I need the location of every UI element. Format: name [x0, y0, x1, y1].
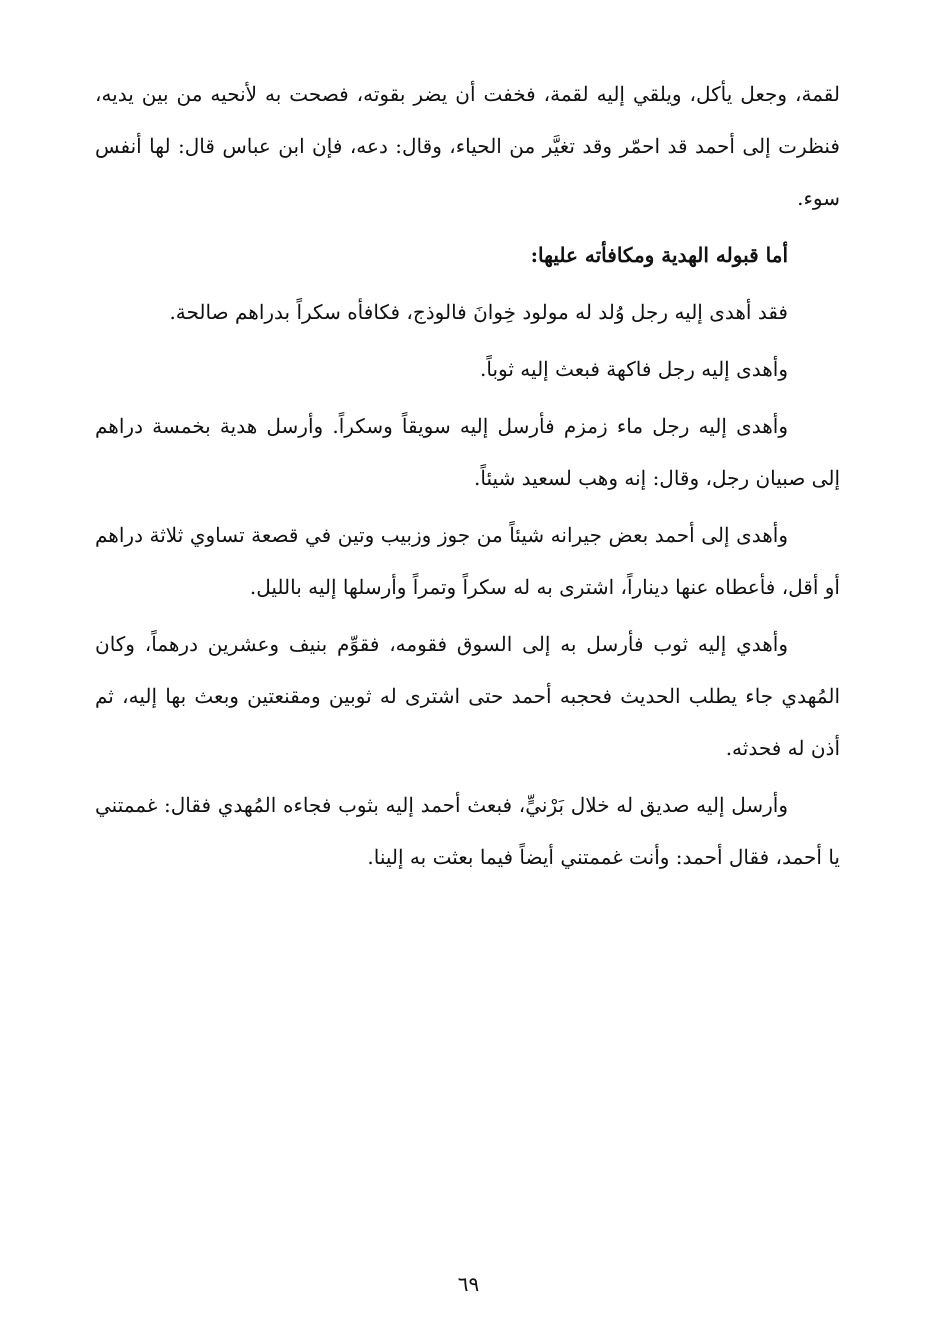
paragraph-4: وأهدى إليه رجل ماء زمزم فأرسل إليه سويقاً وسكراً. وأرسل هدية بخمسة دراهم إلى صبيان رجل، وقال: إنه وهب لسعيد شيئاً. — [95, 414, 840, 490]
page-number: ٦٩ — [457, 1272, 480, 1296]
paragraph-2: فقد أهدى إليه رجل وُلد له مولود خِوانَ فالوذج، فكافأه سكراً بدراهم صالحة. — [169, 300, 788, 324]
section-heading: أما قبوله الهدية ومكافأته عليها: — [530, 243, 788, 267]
paragraph-5: وأهدى إلى أحمد بعض جيرانه شيئاً من جوز وزبيب وتين في قصعة تساوي ثلاثة دراهم أو أقل، فأعطاه عنها ديناراً، اشترى به له سكراً وتمراً وأرسلها إليه بالليل. — [95, 523, 840, 599]
paragraph-6: وأهدي إليه ثوب فأرسل به إلى السوق فقومه، فقوِّم بنيف وعشرين درهماً، وكان المُهدي جاء يطلب الحديث فحجبه أحمد حتى اشترى له ثوبين ومقنعتين وبعث بها إليه، ثم أذن له فحدثه. — [95, 632, 840, 760]
paragraph-7: وأرسل إليه صديق له خلال بَرْنيٍّ، فبعث أحمد إليه بثوب فجاءه المُهدي فقال: غممتني يا أحمد، فقال أحمد: وأنت غممتني أيضاً فيما بعثت به إلينا. — [95, 793, 840, 869]
paragraph-1: لقمة، وجعل يأكل، ويلقي إليه لقمة، فخفت أن يضر بقوته، فصحت به لأنحيه من بين يديه، فنظرت إلى أحمد قد احمّر وقد تغيَّر من الحياء، وقال: دعه، فإن ابن عباس قال: لها أنفس سوء. — [95, 82, 840, 210]
paragraph-3: وأهدى إليه رجل فاكهة فبعث إليه ثوباً. — [480, 357, 788, 381]
body-text — [95, 68, 840, 888]
